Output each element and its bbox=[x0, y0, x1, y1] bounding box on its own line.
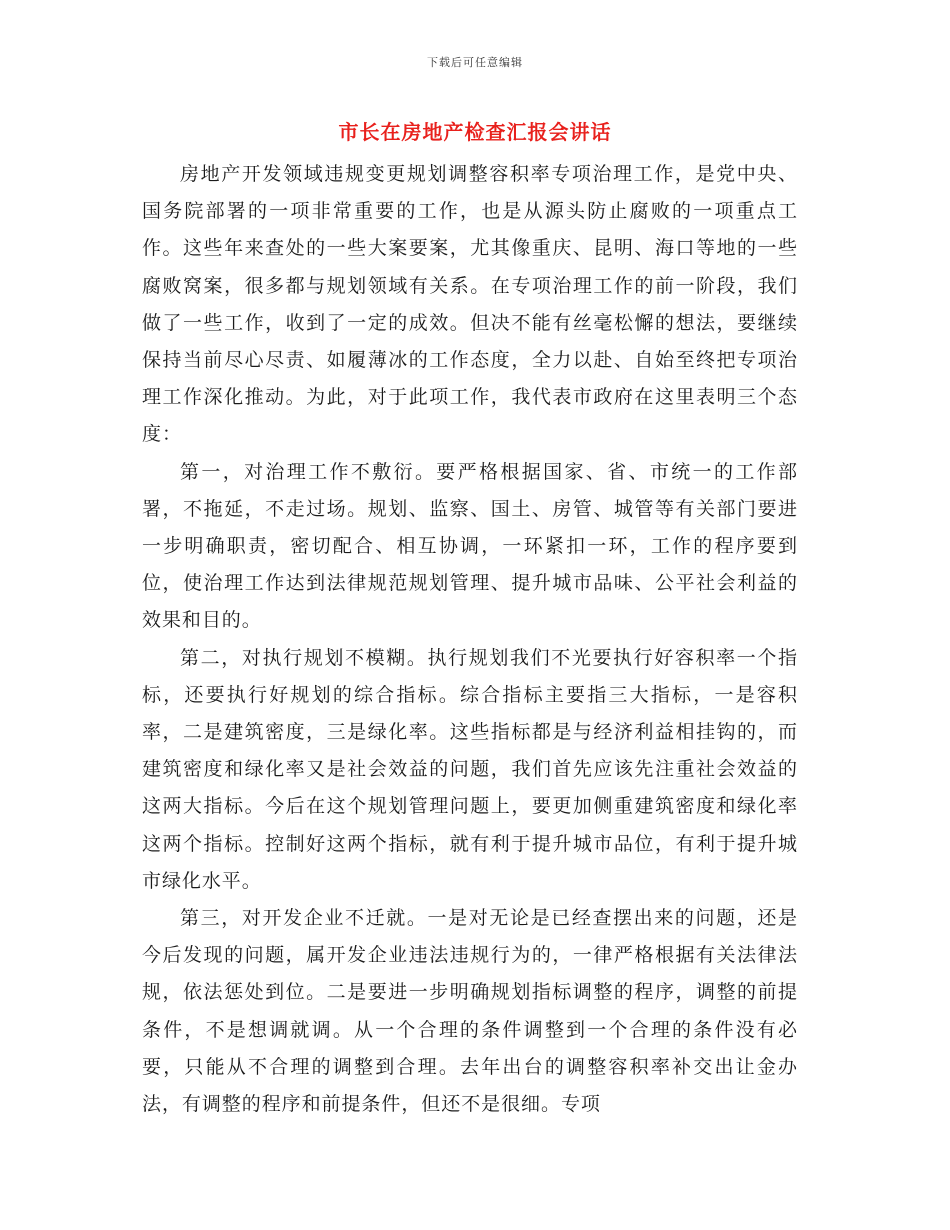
paragraph-second-point: 第二，对执行规划不模糊。执行规划我们不光要执行好容积率一个指标，还要执行好规划的综合指标。综合指标主要指三大指标，一是容积率，二是建筑密度，三是绿化率。这些指标都是与经济利益相挂钩的，而建筑密度和绿化率又是社会效益的问题，我们首先应该先注重社会效益的这两大指标。今后在这个规划管理问题上，要更加侧重建筑密度和绿化率这两个指标。控制好这两个指标，就有利于提升城市品位，有利于提升城市绿化水平。 bbox=[142, 646, 798, 892]
paragraph-third-point: 第三，对开发企业不迁就。一是对无论是已经查摆出来的问题，还是今后发现的问题，属开发企业违法违规行为的，一律严格根据有关法律法规，依法惩处到位。二是要进一步明确规划指标调整的程序，调整的前提条件，不是想调就调。从一个合理的条件调整到一个合理的条件没有必要，只能从不合理的调整到合理。去年出台的调整容积率补交出让金办法，有调整的程序和前提条件，但还不是很细。专项 bbox=[142, 907, 798, 1116]
header-note: 下载后可任意编辑 bbox=[427, 56, 523, 69]
document-title: 市长在房地产检查汇报会讲话 bbox=[338, 120, 612, 144]
paragraph-first-point: 第一，对治理工作不敷衍。要严格根据国家、省、市统一的工作部署，不拖延，不走过场。规划、监察、国土、房管、城管等有关部门要进一步明确职责，密切配合、相互协调，一环紧扣一环，工作的程序要到位，使治理工作达到法律规范规划管理、提升城市品味、公平社会利益的效果和目的。 bbox=[142, 460, 798, 632]
document-body bbox=[142, 156, 798, 1123]
paragraph-intro: 房地产开发领域违规变更规划调整容积率专项治理工作，是党中央、国务院部署的一项非常重要的工作，也是从源头防止腐败的一项重点工作。这些年来查处的一些大案要案，尤其像重庆、昆明、海口等地的一些腐败窝案，很多都与规划领域有关系。在专项治理工作的前一阶段，我们做了一些工作，收到了一定的成效。但决不能有丝毫松懈的想法，要继续保持当前尽心尽责、如履薄冰的工作态度，全力以赴、自始至终把专项治理工作深化推动。为此，对于此项工作，我代表市政府在这里表明三个态度： bbox=[142, 163, 798, 446]
